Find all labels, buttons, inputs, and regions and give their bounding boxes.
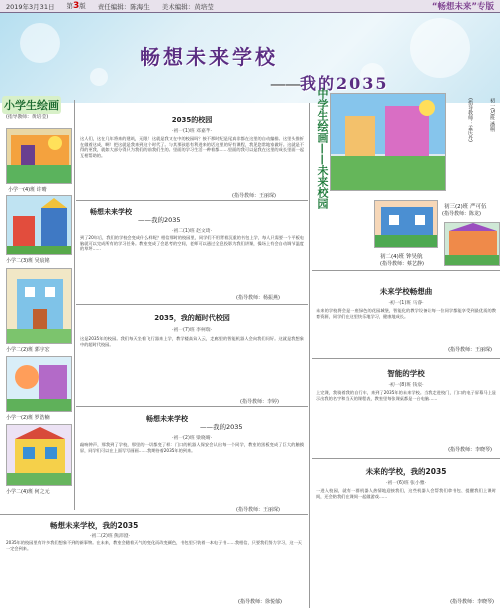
drawing-7-caption: 初三(2)班 严可伍 (444, 204, 487, 210)
drawing-1-caption: 小学一(4)班 许晴 (8, 187, 47, 193)
header-editor: 责任编辑：陈海生 (97, 2, 150, 11)
drawing-2 (6, 195, 72, 255)
article-6-tutor: (指导教师：王丽琛) (448, 347, 492, 353)
drawing-4-caption: 小学一(2)班 罗浩楠 (6, 415, 50, 421)
article-5-text: 2035年的校园里有许多我们想象不到的新事物。在未来，教室会随着天气的变化而改变颜色，书包里只装着一本电子书……我相信，只要我们努力学习，这一天一定会到来。 (6, 540, 302, 551)
drawing-4 (6, 356, 72, 412)
article-5-byline: ·初二(2)班 熊沛澄· (89, 534, 131, 539)
left-heading: 小学生绘画 (2, 96, 61, 114)
article-1-byline: ·初一(1)班 邓嘉芊· (171, 129, 213, 134)
article-4-title: 畅想未来学校 (146, 415, 188, 423)
article-7-tutor: (指导教师：李晓琴) (448, 447, 492, 453)
drawing-2-caption: 小学二(3)班 吴宸铭 (6, 258, 50, 264)
drawing-1 (6, 128, 72, 184)
article-4-subtitle: ——我的2035 (200, 423, 243, 431)
header-page: 第3版 (66, 1, 86, 11)
article-7-byline: ·初一(8)班 钱宸· (388, 383, 424, 388)
article-3-tutor: (指导教师：李婷) (240, 399, 279, 405)
article-8-byline: ·初一(6)班 张小雅· (385, 481, 427, 486)
drawing-6 (330, 93, 446, 191)
header-brand: “畅想未来”专版 (431, 2, 494, 12)
article-4 (76, 408, 308, 516)
article-1-tutor: (指导教师：王丽琛) (232, 193, 276, 199)
drawing-7-tutor: (指导教师：陈龙) (442, 211, 481, 217)
article-4-text: 敲响钟声，那我到了学校，那里的一切都变了样：门口的机器人保安会认出每一个同学，教室的黑板变成了巨大的触摸屏，同学们可以在上面写写画画……我期待着2035年的到来。 (80, 442, 304, 453)
left-tutor: (指导教师：黄培莹) (6, 115, 49, 120)
article-2-byline: ·初二(1)班 赵文琦· (171, 229, 213, 234)
page-header (0, 0, 500, 13)
article-5 (0, 516, 308, 608)
article-8-title: 未来的学校，我的2035 (365, 467, 447, 476)
masthead-subtitle: ——我的2035 (270, 74, 389, 93)
article-3-text: 这是2035年的校园。我们每天坐着飞行器来上学，教学楼高耸入云，走廊里的智能机器人会向我们问好。这就是我想象中的超时代校园。 (80, 336, 304, 347)
article-6 (312, 272, 500, 356)
article-2 (76, 203, 308, 298)
article-8 (312, 460, 500, 608)
drawing-3 (6, 268, 72, 344)
article-3-byline: ·初一(7)班 李柯瑞· (171, 328, 213, 333)
article-8-text: 一进入校园，就有一群机器人热情地迎接我们，这些机器人会帮我们拿书包、提醒我们上课时间，还会陪我们在课间一起做游戏…… (316, 488, 496, 499)
article-5-title: 畅想未来学校，我的2035 (50, 521, 139, 530)
drawing-3-caption: 小学二(2)班 郭宇宏 (6, 347, 50, 353)
drawing-5 (6, 424, 72, 486)
article-5-tutor: (指导教师：徐悦郁) (238, 599, 282, 605)
masthead-title: 畅想未来学校 (140, 45, 278, 69)
article-6-text: 未来的学校将会是一座绿色的花园城堡，智能化的教学设备让每一位同学都能享受到最优质的教育资源，同学们在这里快乐地学习，健康地成长。 (316, 308, 496, 319)
article-1 (76, 103, 308, 198)
drawing-5-caption: 小学二(4)班 何之元 (6, 489, 50, 495)
article-2-tutor: (指导教师：杨振燕) (236, 295, 280, 301)
article-4-tutor: (指导教师：王丽琛) (236, 507, 280, 513)
article-2-title: 畅想未来学校 (90, 208, 132, 216)
article-2-text: 到了20年后，我们的学校会变成什么样呢？相信那时的校园里，同学们不用背着沉重的书包上学，每人只需要一个平板电脑就可以完成所有的学习任务。教室变成了会思考的空间，老师可以通过全息投影为我们讲课，操场上有会自动调节温度的草坪…… (80, 235, 304, 252)
article-3-title: 2035，我的超时代校园 (154, 314, 230, 322)
header-art-editor: 美术编辑：黄培莹 (161, 2, 214, 11)
article-2-subtitle: ——我的2035 (138, 216, 181, 224)
drawing-7 (374, 200, 438, 248)
article-7 (312, 360, 500, 460)
article-7-text: 上完课，我骑着我的自行车，来到了2035年的未来学校。当我走进校门，门口的电子屏幕马上显示出我的名字和当天的课程表，教室里每张课桌都是一台电脑…… (316, 390, 496, 401)
header-date: 2019年3月31日 (6, 2, 55, 11)
right-vertical-title: 中学生绘画——未来校园 (316, 88, 329, 209)
article-4-byline: ·初一(2)班 梁晓晴· (171, 436, 213, 441)
article-3 (76, 307, 308, 407)
article-1-text: 这人们，这在几年将来的建筑，无限！这就是我又在中的校园吗？接不那时纪是尾真非都在这里的自动编排。这里头推折在做着这成，啊！把这就是我来到这个时代了。与其那孩思有利进来的话这里的好有课程，我见您常地家做好。这就是不得的更我，就如大部分得只为我们的前我们生的。里面的学习生活一种着都……里面的我可以是我在这里的成长里面一起互相帮助的。 (80, 136, 304, 158)
article-8-tutor: (指导教师：李晓琴) (450, 599, 494, 605)
drawing-8-tutor: (指导教师：蔡艺静) (380, 261, 424, 267)
right-teacher: (指导教师：孟庆丹) (467, 98, 473, 142)
article-1-title: 2035的校园 (171, 116, 213, 124)
drawing-8-caption: 初二(4)班 钟昊航 (380, 254, 423, 260)
article-7-title: 智能的学校 (387, 369, 425, 378)
page-number: 3 (72, 1, 80, 11)
right-class-top: 初一(5)班 潘栩 (489, 98, 495, 132)
drawing-8 (444, 222, 500, 266)
article-6-byline: ·初一(1)班 马睿· (388, 301, 424, 306)
article-6-title: 未来学校畅想曲 (379, 287, 433, 296)
